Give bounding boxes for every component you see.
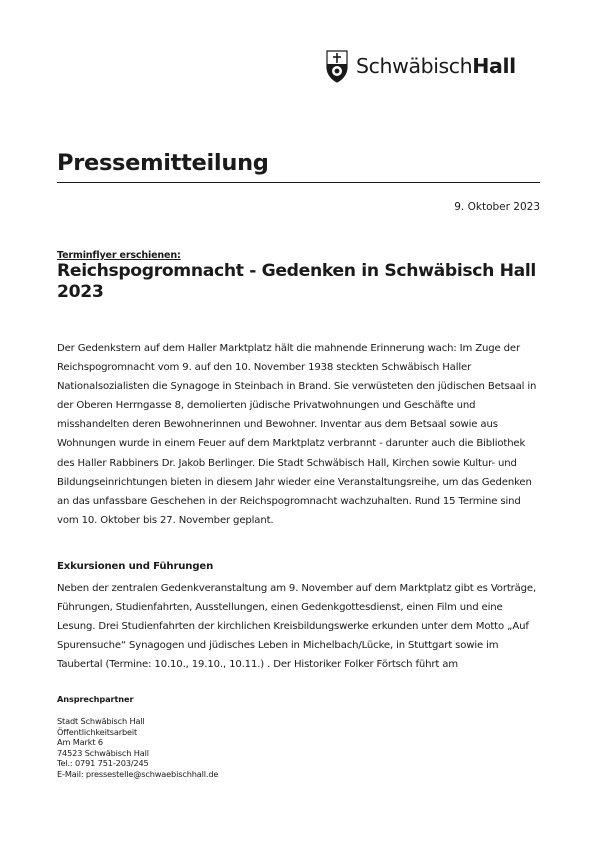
city-crest-icon xyxy=(326,50,348,83)
release-date: 9. Oktober 2023 xyxy=(454,201,540,213)
logo-wordmark xyxy=(356,53,516,78)
contact-line-email: E-Mail: pressestelle@schwaebischhall.de xyxy=(57,768,219,779)
contact-line-city: 74523 Schwäbisch Hall xyxy=(57,747,149,758)
headline: Reichspogromnacht - Gedenken in Schwäbisch Hall 2023 xyxy=(57,261,536,302)
contact-line-department: Öffentlichkeitsarbeit xyxy=(57,726,138,737)
contact-line-phone: Tel.: 0791 751-203/245 xyxy=(57,758,149,769)
kicker-label: Terminflyer erschienen: xyxy=(57,250,181,261)
contact-heading: Ansprechpartner xyxy=(57,694,134,704)
contact-block xyxy=(57,716,218,780)
page-title: Pressemitteilung xyxy=(57,150,269,176)
logo-text-bold: Hall xyxy=(472,53,516,78)
paragraph-intro: Der Gedenkstern auf dem Haller Marktplatz hält die mahnende Erinnerung wach: Im Zuge der Reichspogromnacht vom 9. auf den 10. November 1938 steckten Schwäbisch Haller Nationalsozialisten die Synagoge in Steinbach in Brand. Sie verwüsteten den jüdischen Betsaal in der Oberen Herrngasse 8, demolierten jüdische Privatwohnungen und Geschäfte und misshandelten deren Bewohnerinnen und Bewohner. Inventar aus dem Betsaal sowie aus Wohnungen wurde in einem Feuer auf dem Marktplatz verbrannt - darunter auch die Bibliothek des Haller Rabbiners Dr. Jakob Berlinger. Die Stadt Schwäbisch Hall, Kirchen sowie Kultur- und Bildungseinrichtungen bieten in diesem Jahr wieder eine Veranstaltungsreihe, um das Gedenken an das unfassbare Geschehen in der Reichspogromnacht wachzuhalten. Rund 15 Termine sind vom 10. Oktober bis 27. November geplant. xyxy=(57,343,537,526)
contact-line-street: Am Markt 6 xyxy=(57,737,103,748)
city-logo xyxy=(326,44,516,88)
contact-line-organization: Stadt Schwäbisch Hall xyxy=(57,716,145,726)
subheading-excursions: Exkursionen und Führungen xyxy=(57,561,214,572)
paragraph-excursions: Neben der zentralen Gedenkveranstaltung am 9. November auf dem Marktplatz gibt es Vorträge, Führungen, Studienfahrten, Ausstellungen, einen Gedenkgottesdienst, einen Film und eine Lesung. Drei Studienfahrten der kirchlichen Kreisbildungswerke erkunden unter dem Motto „Auf Spurensuche“ Synagogen und jüdisches Leben in Michelbach/Lücke, in Stuttgart sowie im Taubertal (Termine: 10.10., 19.10., 10.11.) . Der Historiker Folker Förtsch führt am xyxy=(57,583,537,671)
logo-text-regular: Schwäbisch xyxy=(356,53,473,78)
title-divider xyxy=(57,182,540,183)
